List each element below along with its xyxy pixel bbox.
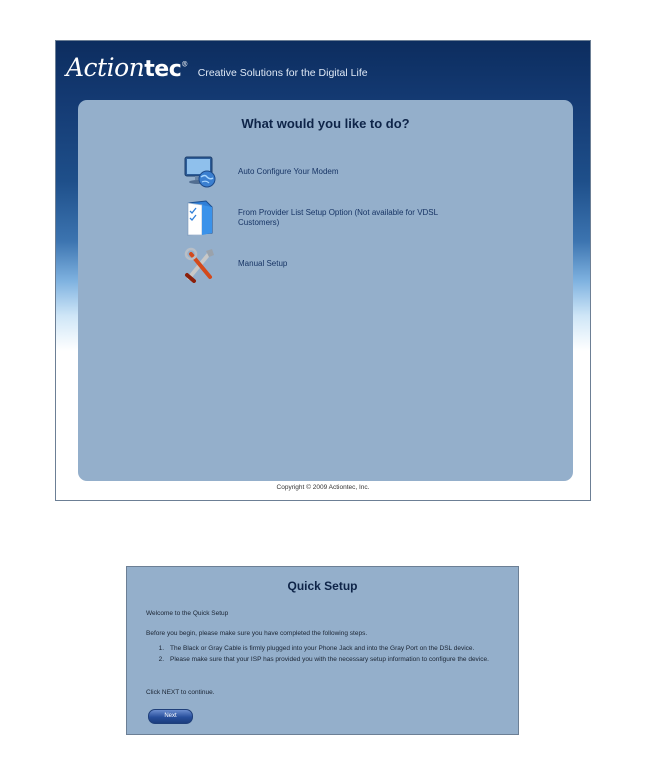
- setup-home-screen: [55, 40, 591, 501]
- option-manual-setup-label: Manual Setup: [238, 259, 288, 268]
- option-auto-configure[interactable]: [182, 152, 468, 192]
- continue-text: Click NEXT to continue.: [146, 689, 215, 696]
- welcome-text: Welcome to the Quick Setup: [146, 610, 229, 617]
- option-provider-list[interactable]: [182, 198, 468, 238]
- option-provider-list-label: From Provider List Setup Option (Not available for VDSL Customers): [238, 208, 438, 227]
- option-auto-configure-label: Auto Configure Your Modem: [238, 167, 339, 176]
- actiontec-logo: Actiontec®: [66, 53, 188, 82]
- brand-tagline: Creative Solutions for the Digital Life: [197, 67, 368, 79]
- tools-icon: [182, 245, 218, 283]
- copyright-text: Copyright © 2009 Actiontec, Inc.: [276, 484, 370, 491]
- option-manual-setup[interactable]: [182, 244, 468, 284]
- step-2-text: Please make sure that your ISP has provided you with the necessary setup information to configure the device.: [170, 656, 489, 663]
- setup-steps-list: [146, 645, 506, 667]
- page-title: What would you like to do?: [241, 116, 410, 131]
- monitor-globe-icon: [182, 153, 218, 191]
- blue-folder-icon: [182, 199, 218, 237]
- next-button[interactable]: Next: [148, 709, 193, 724]
- options-panel: [78, 100, 573, 481]
- list-item: 2. Please make sure that your ISP has provided you with the necessary setup information to configure the device.: [158, 656, 489, 663]
- brand-header: [66, 53, 368, 83]
- quick-setup-title: Quick Setup: [287, 579, 358, 593]
- quick-setup-screen: [126, 566, 519, 735]
- intro-text: Before you begin, please make sure you have completed the following steps.: [146, 630, 368, 637]
- step-1-text: The Black or Gray Cable is firmly plugged into your Phone Jack and into the Gray Port on the DSL device.: [170, 645, 475, 652]
- list-item: 1. The Black or Gray Cable is firmly plugged into your Phone Jack and into the Gray Port on the DSL device.: [158, 645, 475, 652]
